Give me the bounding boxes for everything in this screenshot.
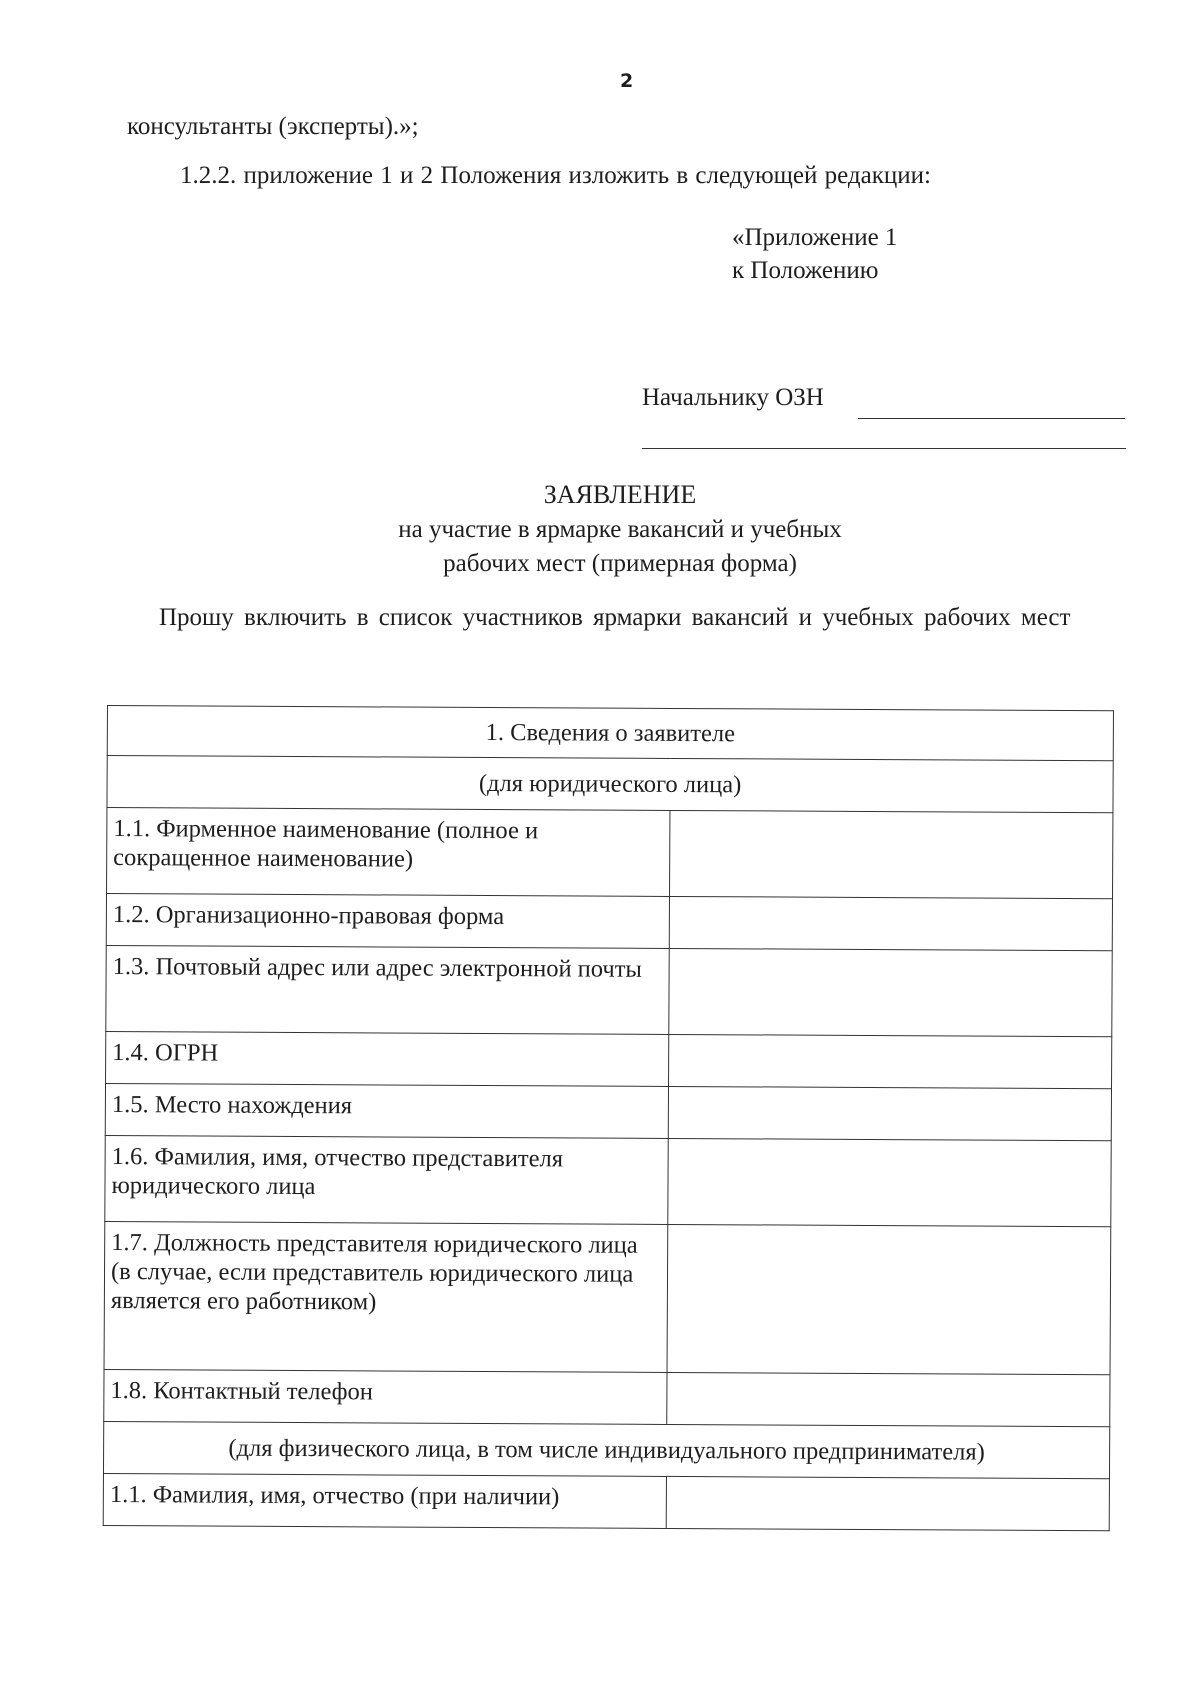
row-value-field[interactable]	[667, 1224, 1111, 1374]
amendment-line: 1.2.2. приложение 1 и 2 Положения изложить в следующей редакции:	[180, 162, 931, 189]
row-label: 1.8. Контактный телефон	[104, 1369, 667, 1424]
addressee-label: Начальнику ОЗН	[642, 384, 824, 411]
row-value-field[interactable]	[667, 1372, 1110, 1426]
row-value-field[interactable]	[669, 896, 1112, 950]
document-title: ЗАЯВЛЕНИЕ	[543, 480, 697, 509]
addressee-fill-line-2	[642, 448, 1126, 449]
individual-header: (для физического лица, в том числе индивидуального предпринимателя)	[103, 1421, 1109, 1478]
appendix-line-1: «Приложение 1	[732, 224, 898, 251]
row-value-field[interactable]	[669, 948, 1112, 1036]
document-subtitle-2: рабочих мест (примерная форма)	[443, 550, 797, 577]
row-value-field[interactable]	[666, 1476, 1109, 1530]
table-row	[103, 1473, 1109, 1530]
intro-paragraph: Прошу включить в список участников ярмарки вакансий и учебных рабочих мест	[159, 604, 1071, 631]
table-row	[106, 894, 1112, 951]
row-label: 1.4. ОГРН	[106, 1031, 669, 1086]
row-label: 1.3. Почтовый адрес или адрес электронной почты	[106, 945, 669, 1034]
page-number: 2	[620, 70, 634, 92]
table-row	[106, 1031, 1112, 1088]
document-subtitle-1: на участие в ярмарке вакансий и учебных	[398, 516, 842, 543]
applicant-form-table	[103, 705, 1114, 1531]
row-label: 1.1. Фирменное наименование (полное и сокращенное наименование)	[107, 808, 670, 897]
row-label: 1.2. Организационно-правовая форма	[106, 894, 669, 949]
row-label: 1.7. Должность представителя юридического лица (в случае, если представитель юридического лица является его работником)	[104, 1221, 668, 1372]
table-row	[105, 1083, 1111, 1140]
row-value-field[interactable]	[668, 1138, 1111, 1226]
legal-entity-header: (для юридического лица)	[107, 756, 1113, 813]
row-label: 1.5. Место нахождения	[105, 1083, 668, 1138]
section-header: 1. Сведения о заявителе	[107, 706, 1113, 761]
row-value-field[interactable]	[669, 1034, 1112, 1088]
row-label: 1.1. Фамилия, имя, отчество (при наличии)	[103, 1473, 666, 1528]
table-row	[104, 1369, 1110, 1426]
row-label: 1.6. Фамилия, имя, отчество представителя юридического лица	[105, 1135, 668, 1224]
continuation-line: консультанты (эксперты).»;	[127, 113, 419, 140]
appendix-line-2: к Положению	[732, 257, 879, 284]
table-row	[107, 808, 1113, 899]
row-value-field[interactable]	[670, 810, 1113, 898]
table-row	[106, 945, 1112, 1036]
row-value-field[interactable]	[668, 1086, 1111, 1140]
table-row	[105, 1135, 1111, 1226]
table-row	[104, 1221, 1111, 1374]
addressee-fill-line-1	[858, 418, 1125, 419]
